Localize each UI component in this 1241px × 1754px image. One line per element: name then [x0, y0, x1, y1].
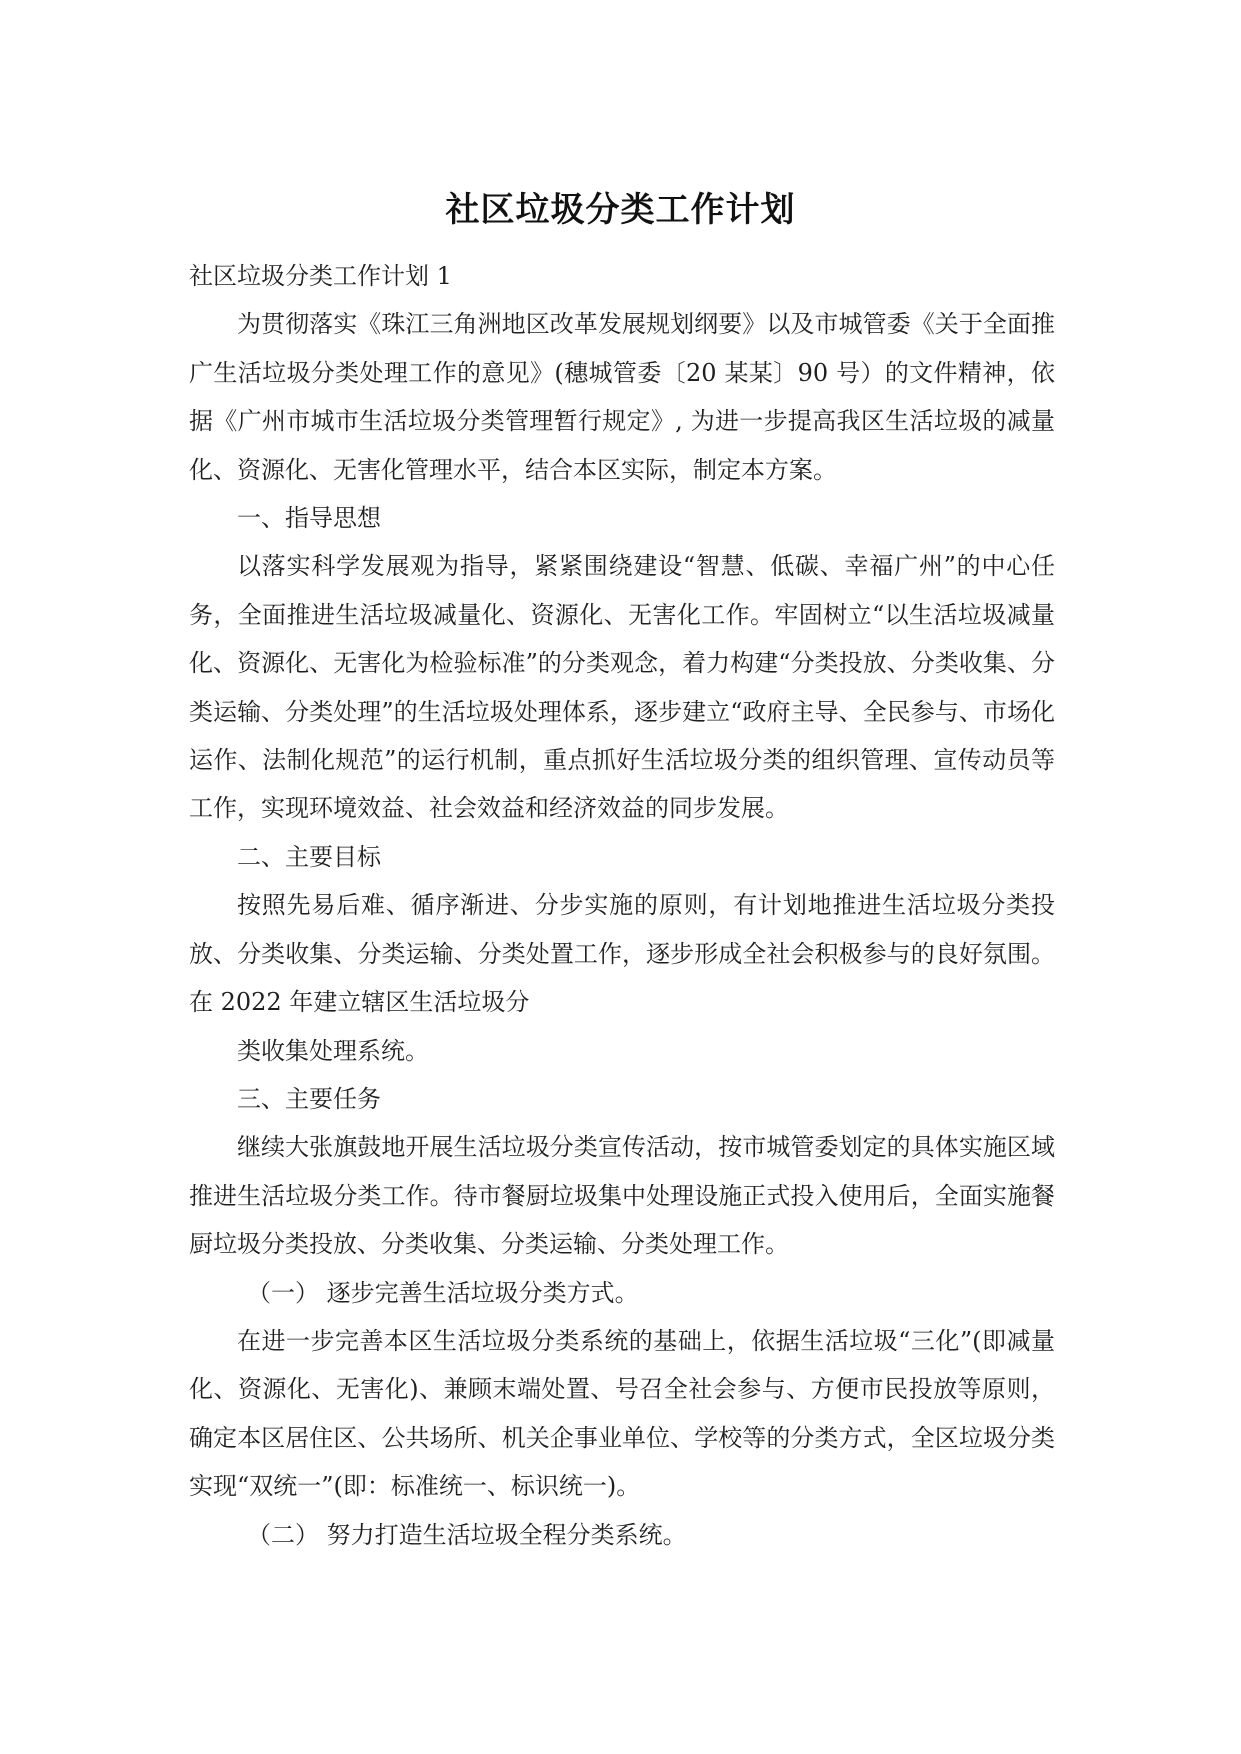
paragraph-intro: 为贯彻落实《珠江三角洲地区改革发展规划纲要》以及市城管委《关于全面推广生活垃圾分类处理工作的意见》(穗城管委〔20 某某〕90 号）的文件精神，依据《广州市城市生活垃圾分类管理暂行规定》, 为进一步提高我区生活垃圾的减量化、资源化、无害化管理水平，结合本区实际，制定本方案。 — [189, 310, 1055, 484]
paragraph-guiding-ideology: 以落实科学发展观为指导，紧紧围绕建设“智慧、低碳、幸福广州”的中心任务，全面推进生活垃圾减量化、资源化、无害化工作。牢固树立“以生活垃圾减量化、资源化、无害化为检验标准”的分类观念，着力构建“分类投放、分类收集、分类运输、分类处理”的生活垃圾处理体系，逐步建立“政府主导、全民参与、市场化运作、法制化规范”的运行机制，重点抓好生活垃圾分类的组织管理、宣传动员等工作，实现环境效益、社会效益和经济效益的同步发展。 — [189, 552, 1055, 823]
paragraph-main-tasks: 继续大张旗鼓地开展生活垃圾分类宣传活动，按市城管委划定的具体实施区域推进生活垃圾分类工作。待市餐厨垃圾集中处理设施正式投入使用后，全面实施餐厨垃圾分类投放、分类收集、分类运输、分类处理工作。 — [189, 1133, 1055, 1259]
heading-guiding-ideology: 一、指导思想 — [237, 504, 381, 533]
section-heading-plan-1: 社区垃圾分类工作计划 1 — [189, 262, 452, 290]
paragraph-classification-method: 在进一步完善本区生活垃圾分类系统的基础上，依据生活垃圾“三化”(即减量化、资源化、无害化)、兼顾末端处置、号召全社会参与、方便市民投放等原则，确定本区居住区、公共场所、机关企事业单位、学校等的分类方式，全区垃圾分类实现“双统一”(即：标准统一、标识统一)。 — [189, 1326, 1055, 1501]
subheading-classification-method: （一） 逐步完善生活垃圾分类方式。 — [247, 1278, 639, 1307]
subheading-full-process-system: （二） 努力打造生活垃圾全程分类系统。 — [247, 1520, 687, 1549]
heading-main-goals: 二、主要目标 — [237, 842, 381, 871]
heading-main-tasks: 三、主要任务 — [237, 1084, 381, 1113]
document-title: 社区垃圾分类工作计划 — [445, 190, 796, 230]
paragraph-main-goals-continued: 类收集处理系统。 — [237, 1036, 429, 1065]
paragraph-main-goals: 按照先易后难、循序渐进、分步实施的原则，有计划地推进生活垃圾分类投放、分类收集、分类运输、分类处置工作，逐步形成全社会积极参与的良好氛围。在 2022 年建立辖区生活垃圾分 — [189, 891, 1055, 1017]
document-body — [189, 252, 1055, 1559]
